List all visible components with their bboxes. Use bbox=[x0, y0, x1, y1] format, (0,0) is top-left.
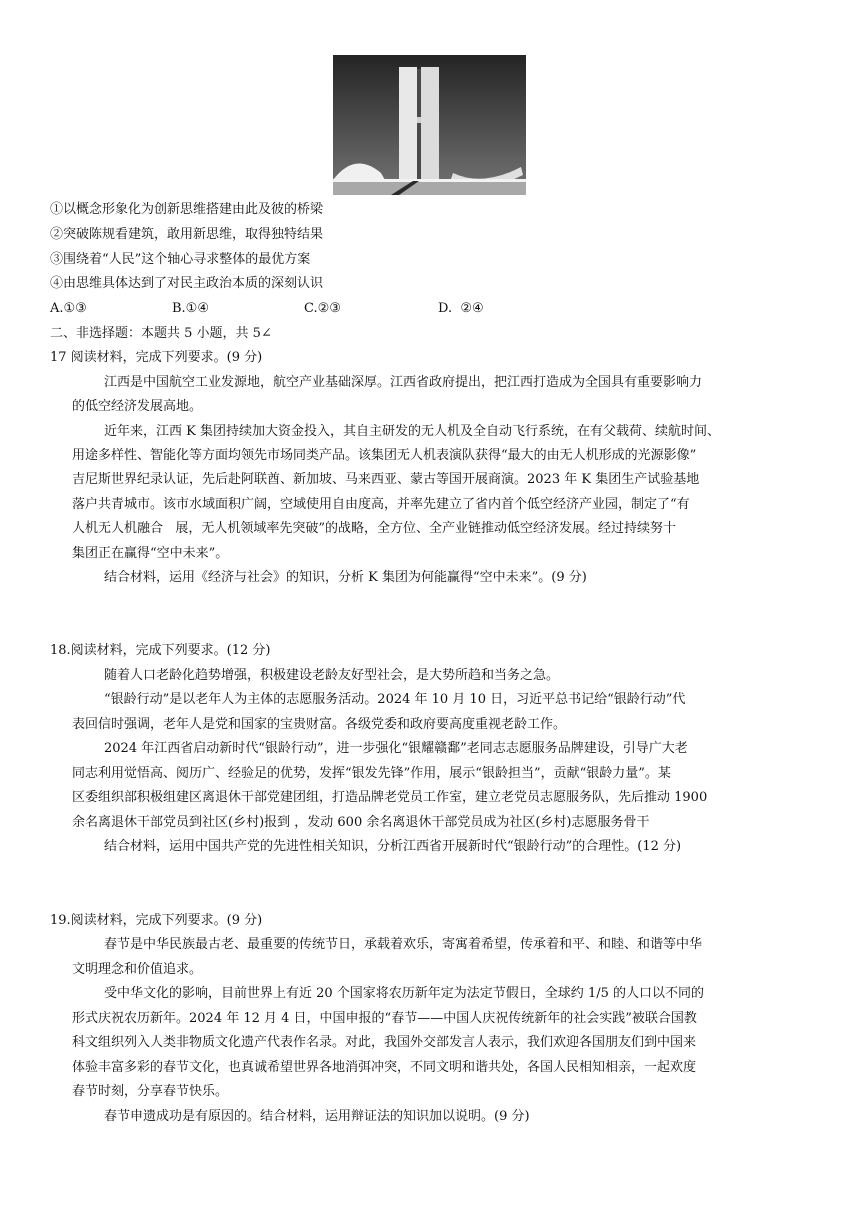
building-photo-image bbox=[333, 55, 526, 195]
q18-task: 结合材料，运用中国共产党的先进性相关知识，分析江西省开展新时代“银龄行动”的合理性。(12 分) bbox=[104, 839, 682, 854]
option-c: C.②③ bbox=[304, 301, 341, 316]
q17-p2-line6: 集团正在赢得“空中未来”。 bbox=[72, 546, 229, 561]
q19-p2-line1: 受中华文化的影响，目前世界上有近 20 个国家将农历新年定为法定节假日，全球约 1/5 的人口以不同的 bbox=[104, 986, 704, 1001]
q17-title: 17 阅读材料，完成下列要求。(9 分) bbox=[50, 350, 263, 365]
statement-4: ④由思维具体达到了对民主政治本质的深刻认识 bbox=[50, 276, 324, 291]
statement-3: ③围绕着“人民”这个轴心寻求整体的最优方案 bbox=[50, 252, 311, 267]
q19-p1-line1: 春节是中华民族最古老、最重要的传统节日，承载着欢乐，寄寓着希望，传承着和平、和睦、和谐等中华 bbox=[104, 937, 703, 952]
q19-p2-line3: 科文组织列入人类非物质文化遗产代表作名录。对此，我国外交部发言人表示，我们欢迎各国朋友们到中国来 bbox=[72, 1035, 697, 1050]
q18-p1: 随着人口老龄化趋势增强，积极建设老龄友好型社会，是大势所趋和当务之急。 bbox=[104, 668, 560, 683]
q18-p3-line4: 余名离退休干部党员到社区(乡村)报到 ，发动 600 余名离退休干部党员成为社区(乡村)志愿服务骨干 bbox=[72, 815, 650, 830]
q17-p1-line1: 江西是中国航空工业发源地，航空产业基础深厚。江西省政府提出，把江西打造成为全国具有重要影响力 bbox=[104, 375, 703, 390]
q19-p2-line4: 体验丰富多彩的春节文化，也真诚希望世界各地消弭冲突，不同文明和谐共处，各国人民相知相亲，一起欢度 bbox=[72, 1060, 697, 1075]
q19-p2-line2: 形式庆祝农历新年。2024 年 12 月 4 日，中国申报的“春节——中国人庆祝传统新年的社会实践”被联合国教 bbox=[72, 1011, 697, 1026]
q18-p2-line2: 表回信时强调，老年人是党和国家的宝贵财富。各级党委和政府要高度重视老龄工作。 bbox=[72, 717, 567, 732]
q17-p2-line3: 吉尼斯世界纪录认证，先后赴阿联酋、新加坡、马来西亚、蒙古等国开展商演。2023 年 K 集团生产试验基地 bbox=[72, 472, 700, 487]
option-d: D. ②④ bbox=[438, 301, 484, 316]
option-a: A.①③ bbox=[50, 301, 87, 316]
q19-task: 春节申遗成功是有原因的。结合材料，运用辩证法的知识加以说明。(9 分) bbox=[104, 1109, 530, 1124]
building-photo bbox=[333, 55, 526, 195]
q17-p1-line2: 的低空经济发展高地。 bbox=[72, 399, 203, 414]
q19-p1-line2: 文明理念和价值追求。 bbox=[72, 962, 203, 977]
q18-p3-line1: 2024 年江西省启动新时代“银龄行动”，进一步强化“银耀赣鄱”老同志志愿服务品牌建设，引导广大老 bbox=[104, 741, 688, 756]
q17-task: 结合材料，运用《经济与社会》的知识，分析 K 集团为何能赢得“空中未来”。(9 分) bbox=[104, 570, 587, 585]
q19-title: 19.阅读材料，完成下列要求。(9 分) bbox=[50, 913, 263, 928]
q17-p2-line1: 近年来，江西 K 集团持续加大资金投入，其自主研发的无人机及全自动飞行系统，在有父载荷、续航时间、 bbox=[104, 424, 720, 439]
q18-p3-line2: 同志利用觉悟高、阅历广、经验足的优势，发挥“银发先锋”作用，展示“银龄担当”，贡献“银龄力量”。某 bbox=[72, 766, 671, 781]
q17-p2-line2: 用途多样性、智能化等方面均领先市场同类产品。该集团无人机表演队获得“最大的由无人机形成的光源影像” bbox=[72, 448, 697, 463]
q18-p3-line3: 区委组织部积极组建区离退休干部党建团组，打造品牌老党员工作室，建立老党员志愿服务队，先后推动 1900 bbox=[72, 790, 708, 805]
q17-p2-line4: 落户共青城市。该市水域面积广阔，空域使用自由度高，并率先建立了省内首个低空经济产业园，制定了“有 bbox=[72, 497, 690, 512]
q19-p2-line5: 春节时刻，分享春节快乐。 bbox=[72, 1084, 229, 1099]
statement-2: ②突破陈规看建筑，敢用新思维，取得独特结果 bbox=[50, 227, 324, 242]
section-header: 二、非选择题：本题共 5 小题，共 5∠ bbox=[50, 326, 272, 341]
option-b: B.①④ bbox=[172, 301, 209, 316]
statement-1: ①以概念形象化为创新思维搭建由此及彼的桥梁 bbox=[50, 202, 324, 217]
q18-title: 18.阅读材料，完成下列要求。(12 分) bbox=[50, 643, 271, 658]
q18-p2-line1: “银龄行动”是以老年人为主体的志愿服务活动。2024 年 10 月 10 日，习近平总书记给“银龄行动”代 bbox=[104, 692, 686, 707]
q17-p2-line5: 人机无人机融合 展，无人机领域率先突破”的战略，全方位、全产业链推动低空经济发展。经过持续努十 bbox=[72, 521, 677, 536]
